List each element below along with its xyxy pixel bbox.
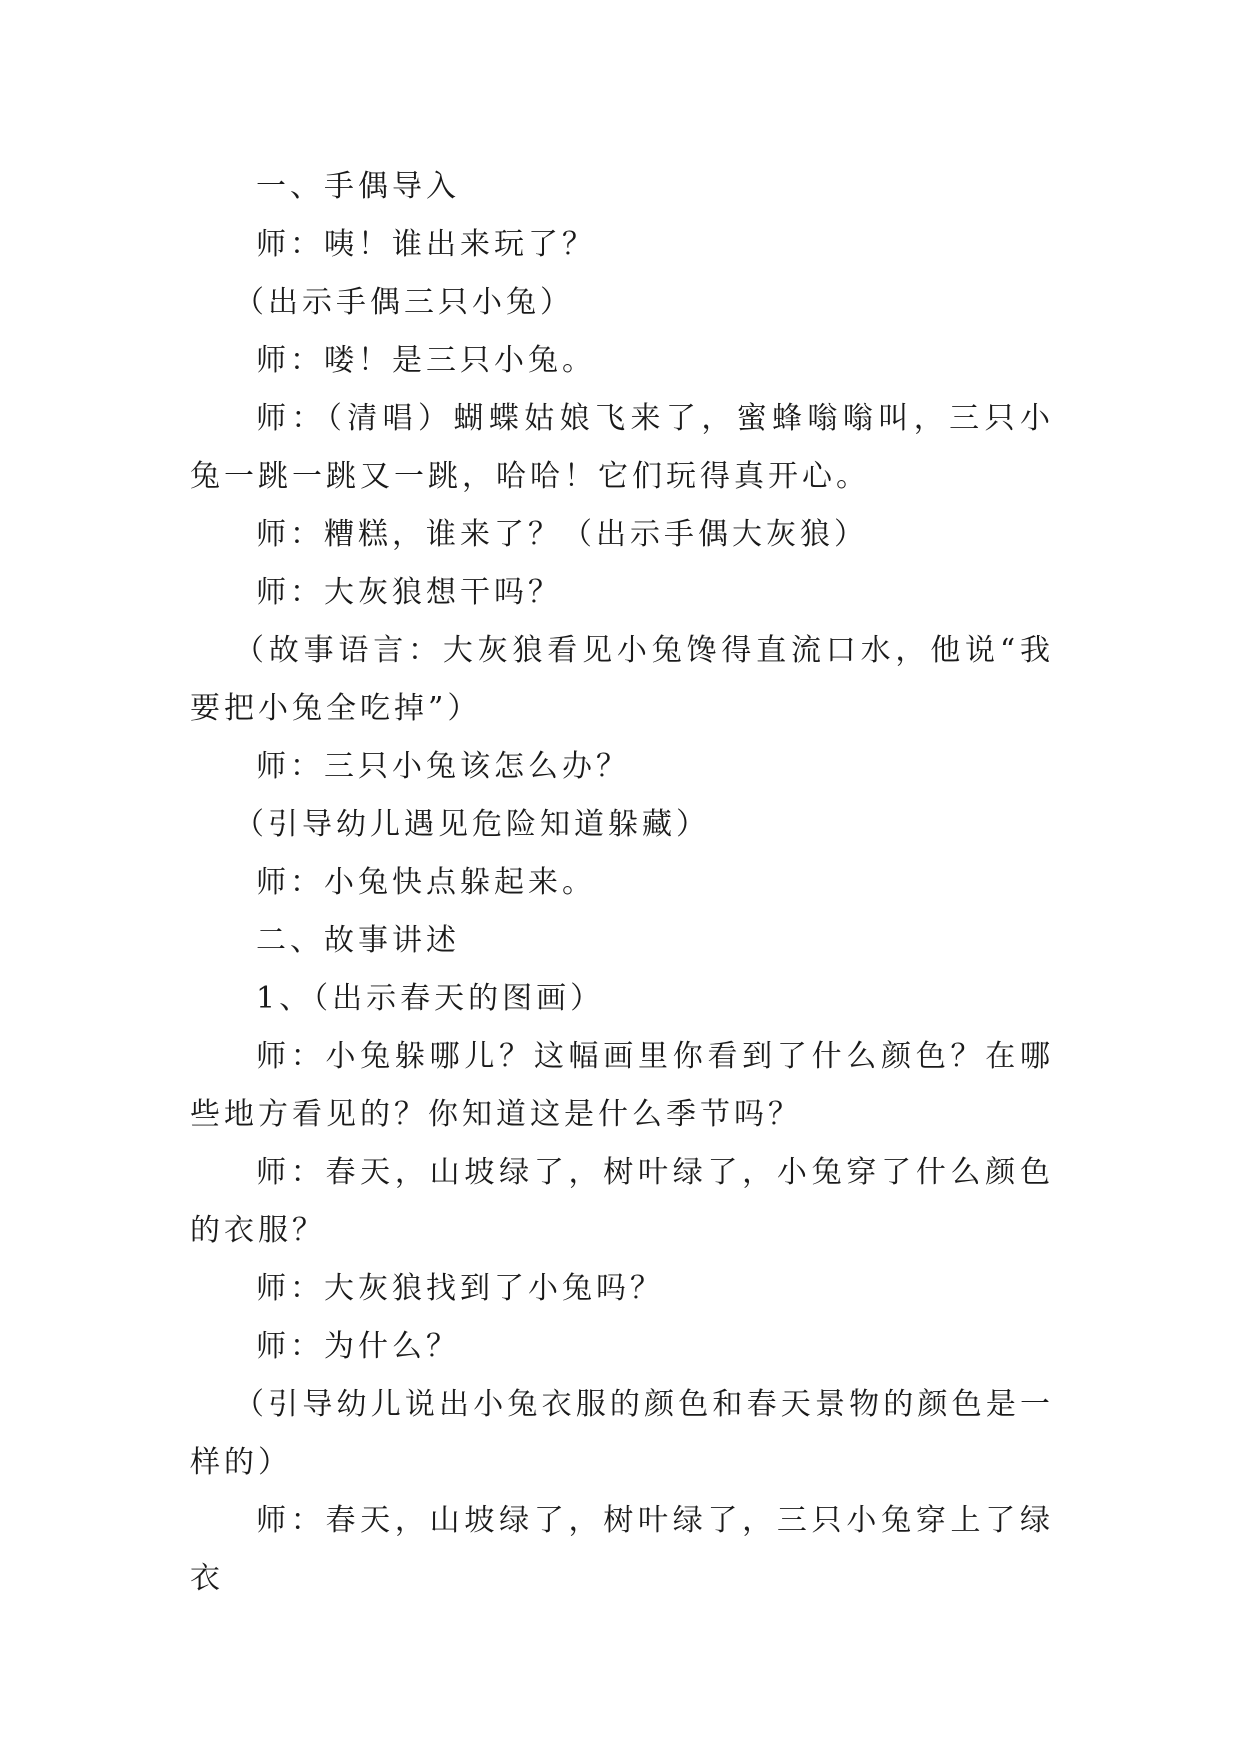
stage-note: （出示手偶三只小兔）: [234, 285, 574, 320]
document-page: [190, 158, 1054, 1608]
section-heading-2: 二、故事讲述: [256, 923, 460, 958]
teacher-line: 师：咦！谁出来玩了？: [256, 227, 596, 262]
teacher-line: 师：（清唱）蝴蝶姑娘飞来了，蜜蜂嗡嗡叫，三只小兔一跳一跳又一跳，哈哈！它们玩得真开心。: [190, 401, 1054, 494]
teacher-line: 师：喽！是三只小兔。: [256, 343, 596, 378]
stage-note: （引导幼儿说出小兔衣服的颜色和春天景物的颜色是一样的）: [190, 1387, 1054, 1480]
stage-note: （故事语言：大灰狼看见小兔馋得直流口水，他说“我要把小兔全吃掉”）: [190, 633, 1054, 726]
teacher-line: 师：大灰狼想干吗？: [256, 575, 562, 610]
teacher-line: 师：糟糕，谁来了？（出示手偶大灰狼）: [256, 517, 868, 552]
section-heading-1: 一、手偶导入: [256, 169, 460, 204]
step-heading: 1、（出示春天的图画）: [256, 981, 605, 1016]
teacher-line: 师：为什么？: [256, 1329, 460, 1364]
teacher-line: 师：大灰狼找到了小兔吗？: [256, 1271, 664, 1306]
teacher-line: 师：小兔躲哪儿？这幅画里你看到了什么颜色？在哪些地方看见的？你知道这是什么季节吗？: [190, 1039, 1054, 1132]
teacher-line: 师：春天，山坡绿了，树叶绿了，小兔穿了什么颜色的衣服？: [190, 1155, 1054, 1248]
teacher-line: 师：小兔快点躲起来。: [256, 865, 596, 900]
teacher-line: 师：春天，山坡绿了，树叶绿了，三只小兔穿上了绿衣: [190, 1503, 1054, 1596]
stage-note: （引导幼儿遇见危险知道躲藏）: [234, 807, 710, 842]
teacher-line: 师：三只小兔该怎么办？: [256, 749, 630, 784]
